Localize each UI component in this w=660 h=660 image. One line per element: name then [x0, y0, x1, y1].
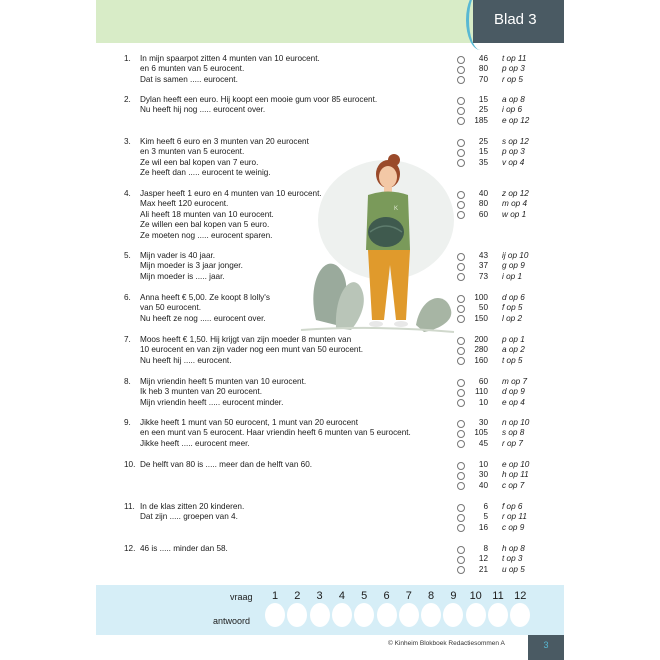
- option-code: e op 4: [502, 397, 525, 407]
- option-value: 200: [474, 335, 488, 344]
- option-code: t op 3: [502, 554, 523, 564]
- page-number: 3: [543, 640, 549, 650]
- question-line: In mijn spaarpot zitten 4 munten van 10 eurocent.: [140, 54, 320, 63]
- option-value: 60: [478, 377, 488, 386]
- answer-input-8[interactable]: [421, 603, 441, 627]
- question-line: Ze wil een bal kopen van 7 euro.: [140, 157, 259, 167]
- option-value: 45: [478, 438, 488, 448]
- answer-option[interactable]: [454, 439, 534, 449]
- answer-option[interactable]: [454, 428, 534, 438]
- question-line: Mijn moeder is 3 jaar jonger.: [140, 261, 243, 271]
- question-line: Dat zijn ..... groepen van 4.: [140, 512, 238, 522]
- answer-option[interactable]: [454, 105, 534, 115]
- answer-input-3[interactable]: [310, 603, 330, 627]
- radio-circle-icon[interactable]: [457, 66, 465, 74]
- option-value: 43: [478, 251, 488, 260]
- option-value: 80: [478, 64, 488, 74]
- answer-option[interactable]: [454, 75, 534, 85]
- antwoord-label: antwoord: [213, 616, 251, 626]
- question-line: Mijn vriendin heeft ..... eurocent minder.: [140, 397, 284, 407]
- question-line: Anna heeft € 5,00. Ze koopt 8 lolly's: [140, 293, 270, 302]
- question-text: [140, 137, 309, 179]
- radio-circle-icon[interactable]: [457, 420, 465, 428]
- option-value: 5: [483, 512, 488, 522]
- radio-circle-icon[interactable]: [457, 159, 465, 167]
- question-line: Mijn vriendin heeft 5 munten van 10 eurocent.: [140, 377, 307, 386]
- answer-option[interactable]: [454, 64, 534, 74]
- radio-circle-icon[interactable]: [457, 253, 465, 261]
- radio-circle-icon[interactable]: [457, 347, 465, 355]
- answer-option[interactable]: [454, 377, 534, 387]
- option-value: 105: [474, 428, 488, 438]
- option-value: 160: [474, 355, 488, 365]
- radio-circle-icon[interactable]: [457, 337, 465, 345]
- option-code: p op 3: [502, 147, 525, 157]
- option-value: 110: [474, 387, 488, 397]
- question-line: Ik heb 3 munten van 20 eurocent.: [140, 387, 262, 397]
- question-number-cell: 4: [338, 590, 345, 602]
- answer-option[interactable]: [454, 554, 534, 564]
- answer-option[interactable]: [454, 512, 534, 522]
- radio-circle-icon[interactable]: [457, 440, 465, 448]
- answer-options: [454, 460, 534, 491]
- radio-circle-icon[interactable]: [457, 357, 465, 365]
- question-number: 10.: [124, 460, 136, 469]
- option-code: t op 11: [502, 54, 527, 63]
- option-code: w op 1: [502, 209, 527, 219]
- answer-options: [454, 293, 534, 324]
- answer-options: [454, 544, 534, 575]
- answer-options: [454, 137, 534, 168]
- option-code: c op 9: [502, 522, 525, 532]
- option-code: ij op 10: [502, 251, 529, 260]
- answer-input-1[interactable]: [265, 603, 285, 627]
- option-value: 50: [478, 303, 488, 313]
- question-line: Jasper heeft 1 euro en 4 munten van 10 eurocent.: [140, 189, 322, 198]
- option-value: 30: [478, 418, 488, 427]
- option-code: r op 5: [502, 74, 523, 84]
- question-number-cell: 10: [469, 590, 482, 602]
- option-value: 8: [483, 544, 488, 553]
- radio-circle-icon[interactable]: [457, 149, 465, 157]
- option-code: d op 9: [502, 387, 525, 397]
- question-number: 8.: [124, 377, 131, 386]
- question-text: [140, 293, 270, 324]
- question-text: [140, 335, 363, 366]
- question-number: 5.: [124, 251, 131, 260]
- question-line: Jikke heeft ..... eurocent meer.: [140, 438, 250, 448]
- answer-option[interactable]: [454, 398, 534, 408]
- answer-option[interactable]: [454, 481, 534, 491]
- option-code: h op 11: [502, 470, 529, 480]
- option-value: 73: [478, 271, 488, 281]
- option-code: r op 7: [502, 438, 523, 448]
- answer-input-10[interactable]: [466, 603, 486, 627]
- answer-option[interactable]: [454, 460, 534, 470]
- question-line: en een munt van 5 eurocent. Haar vriendin heeft 6 munten van 5 eurocent.: [140, 428, 411, 438]
- answer-option[interactable]: [454, 335, 534, 345]
- option-code: t op 5: [502, 355, 523, 365]
- option-value: 10: [478, 460, 488, 469]
- answer-input-7[interactable]: [399, 603, 419, 627]
- question-line: Dat is samen ..... eurocent.: [140, 74, 238, 84]
- question-line: Jikke heeft 1 munt van 50 eurocent, 1 munt van 20 eurocent: [140, 418, 359, 427]
- answer-option[interactable]: [454, 502, 534, 512]
- answer-option[interactable]: [454, 116, 534, 126]
- answer-option[interactable]: [454, 54, 534, 64]
- vraag-label: vraag: [230, 592, 253, 602]
- answer-option[interactable]: [454, 345, 534, 355]
- question-number-cell: 9: [450, 590, 457, 602]
- radio-circle-icon[interactable]: [457, 295, 465, 303]
- radio-circle-icon[interactable]: [457, 472, 465, 480]
- answer-option[interactable]: [454, 565, 534, 575]
- answer-option[interactable]: [454, 314, 534, 324]
- answer-option[interactable]: [454, 303, 534, 313]
- question-number: 3.: [124, 137, 131, 146]
- question-text: [140, 502, 244, 523]
- question-number-cell: 11: [492, 590, 504, 602]
- question-text: [140, 251, 243, 282]
- question-text: [140, 377, 306, 408]
- radio-circle-icon[interactable]: [457, 379, 465, 387]
- question-line: van 50 eurocent.: [140, 303, 201, 313]
- option-code: l op 2: [502, 313, 523, 323]
- radio-circle-icon[interactable]: [457, 305, 465, 313]
- question-number: 11.: [124, 502, 135, 511]
- question-number: 12.: [124, 544, 136, 553]
- option-code: e op 10: [502, 460, 530, 469]
- answer-option[interactable]: [454, 293, 534, 303]
- answer-input-11[interactable]: [488, 603, 508, 627]
- radio-circle-icon[interactable]: [457, 524, 465, 532]
- answer-option[interactable]: [454, 523, 534, 533]
- answer-option[interactable]: [454, 158, 534, 168]
- answer-option[interactable]: [454, 210, 534, 220]
- answer-option[interactable]: [454, 470, 534, 480]
- question-number-cell: 8: [428, 590, 435, 602]
- radio-circle-icon[interactable]: [457, 556, 465, 564]
- answer-input-6[interactable]: [377, 603, 397, 627]
- question-line: Mijn vader is 40 jaar.: [140, 251, 216, 260]
- question-text: [140, 460, 312, 470]
- radio-circle-icon[interactable]: [457, 389, 465, 397]
- question-number-cell: 6: [383, 590, 390, 602]
- radio-circle-icon[interactable]: [457, 117, 465, 125]
- question-line: Ze heeft dan ..... eurocent te weinig.: [140, 168, 271, 178]
- option-value: 16: [478, 522, 488, 532]
- radio-circle-icon[interactable]: [457, 504, 465, 512]
- girl-illustration: [296, 150, 456, 350]
- option-code: m op 7: [502, 377, 528, 386]
- answer-option[interactable]: [454, 137, 534, 147]
- radio-circle-icon[interactable]: [457, 191, 465, 199]
- option-value: 21: [478, 564, 488, 574]
- radio-circle-icon[interactable]: [457, 546, 465, 554]
- answer-option[interactable]: [454, 261, 534, 271]
- answer-options: [454, 95, 534, 126]
- question-line: Dylan heeft een euro. Hij koopt een mooie gum voor 85 eurocent.: [140, 95, 378, 104]
- question-line: Kim heeft 6 euro en 3 munten van 20 eurocent: [140, 137, 309, 146]
- option-code: p op 1: [502, 335, 525, 344]
- question-line: 10 eurocent en van zijn vader nog een munt van 50 eurocent.: [140, 345, 364, 355]
- answer-option[interactable]: [454, 95, 534, 105]
- question-text: [140, 544, 228, 554]
- option-value: 12: [478, 554, 488, 564]
- question-line: In de klas zitten 20 kinderen.: [140, 502, 245, 511]
- answer-option[interactable]: [454, 544, 534, 554]
- question-text: [140, 189, 322, 241]
- option-code: f op 5: [502, 303, 523, 313]
- option-value: 70: [478, 74, 488, 84]
- question-text: [140, 418, 411, 449]
- radio-circle-icon[interactable]: [457, 211, 465, 219]
- question-number-cell: 2: [294, 590, 301, 602]
- option-code: u op 5: [502, 564, 525, 574]
- option-code: a op 8: [502, 95, 525, 104]
- answer-option[interactable]: [454, 251, 534, 261]
- question-number: 9.: [124, 418, 131, 427]
- option-value: 46: [478, 54, 488, 63]
- question-line: Ze moeten nog ..... eurocent sparen.: [140, 230, 273, 240]
- option-value: 15: [478, 95, 488, 104]
- radio-circle-icon[interactable]: [457, 566, 465, 574]
- svg-text:K: K: [394, 206, 399, 212]
- radio-circle-icon[interactable]: [457, 482, 465, 490]
- answer-option[interactable]: [454, 189, 534, 199]
- option-value: 25: [478, 105, 488, 115]
- option-value: 280: [474, 345, 488, 355]
- option-code: z op 12: [502, 189, 529, 198]
- option-value: 15: [478, 147, 488, 157]
- question-number: 1.: [124, 54, 131, 63]
- option-code: h op 8: [502, 544, 525, 553]
- question-line: Nu heeft ze nog ..... eurocent over.: [140, 313, 266, 323]
- option-code: i op 6: [502, 105, 523, 115]
- question-line: Max heeft 120 eurocent.: [140, 199, 229, 209]
- option-code: c op 7: [502, 480, 525, 490]
- radio-circle-icon[interactable]: [457, 76, 465, 84]
- option-value: 60: [478, 209, 488, 219]
- option-value: 25: [478, 137, 488, 146]
- answer-option[interactable]: [454, 387, 534, 397]
- answer-input-4[interactable]: [332, 603, 352, 627]
- option-value: 10: [478, 397, 488, 407]
- question-line: en 6 munten van 5 eurocent.: [140, 64, 245, 74]
- option-code: a op 2: [502, 345, 525, 355]
- option-value: 40: [478, 189, 488, 198]
- radio-circle-icon[interactable]: [457, 107, 465, 115]
- option-code: r op 11: [502, 512, 527, 522]
- answer-option[interactable]: [454, 418, 534, 428]
- answer-options: [454, 251, 534, 282]
- option-value: 35: [478, 157, 488, 167]
- option-value: 6: [483, 502, 488, 511]
- question-line: De helft van 80 is ..... meer dan de helft van 60.: [140, 460, 313, 469]
- question-line: Moos heeft € 1,50. Hij krijgt van zijn moeder 8 munten van: [140, 335, 352, 344]
- answer-options: [454, 418, 534, 449]
- option-code: f op 6: [502, 502, 523, 511]
- option-value: 100: [474, 293, 488, 302]
- radio-circle-icon[interactable]: [457, 263, 465, 271]
- option-value: 30: [478, 470, 488, 480]
- option-code: p op 3: [502, 64, 525, 74]
- header-band: [96, 0, 473, 43]
- sheet-label: Blad 3: [494, 11, 537, 28]
- option-code: e op 12: [502, 115, 530, 125]
- question-number-cell: 1: [271, 590, 279, 602]
- answer-option[interactable]: [454, 356, 534, 366]
- radio-circle-icon[interactable]: [457, 139, 465, 147]
- question-number-cell: 7: [405, 590, 412, 602]
- option-value: 150: [474, 313, 488, 323]
- question-line: 46 is ..... minder dan 58.: [140, 544, 228, 553]
- question-line: Nu heeft hij nog ..... eurocent over.: [140, 105, 266, 115]
- option-code: s op 12: [502, 137, 529, 146]
- option-code: s op 8: [502, 428, 525, 438]
- question-text: [140, 54, 320, 85]
- answer-options: [454, 335, 534, 366]
- answer-options: [454, 377, 534, 408]
- question-line: en 3 munten van 5 eurocent.: [140, 147, 245, 157]
- answer-options: [454, 54, 534, 85]
- question-line: Ali heeft 18 munten van 10 eurocent.: [140, 209, 274, 219]
- question-number: 2.: [124, 95, 131, 104]
- answer-options: [454, 502, 534, 533]
- radio-circle-icon[interactable]: [457, 273, 465, 281]
- question-number-cell: 12: [514, 590, 527, 602]
- option-value: 37: [478, 261, 488, 271]
- option-code: i op 1: [502, 271, 523, 281]
- question-number: 6.: [124, 293, 131, 302]
- radio-circle-icon[interactable]: [457, 399, 465, 407]
- option-code: n op 10: [502, 418, 530, 427]
- question-text: [140, 95, 377, 116]
- answer-option[interactable]: [454, 147, 534, 157]
- option-code: g op 9: [502, 261, 525, 271]
- option-code: v op 4: [502, 157, 525, 167]
- option-value: 80: [478, 199, 488, 209]
- question-number-cell: 3: [316, 590, 323, 602]
- radio-circle-icon[interactable]: [457, 514, 465, 522]
- answer-option[interactable]: [454, 199, 534, 209]
- question-number: 7.: [124, 335, 131, 344]
- question-number: 4.: [124, 189, 131, 198]
- question-line: Mijn moeder is ..... jaar.: [140, 271, 225, 281]
- radio-circle-icon[interactable]: [457, 56, 465, 64]
- option-code: m op 4: [502, 199, 528, 209]
- option-value: 40: [478, 480, 488, 490]
- question-number-cell: 5: [361, 590, 368, 602]
- answer-options: [454, 189, 534, 220]
- radio-circle-icon[interactable]: [457, 430, 465, 438]
- option-code: d op 6: [502, 293, 525, 302]
- copyright-text: © Kinheim Blokboek Redactiesommen A: [388, 640, 505, 647]
- radio-circle-icon[interactable]: [457, 315, 465, 323]
- radio-circle-icon[interactable]: [457, 462, 465, 470]
- question-line: Ze willen een bal kopen van 5 euro.: [140, 220, 270, 230]
- radio-circle-icon[interactable]: [457, 97, 465, 105]
- question-line: Nu heeft hij ..... eurocent.: [140, 355, 232, 365]
- answer-option[interactable]: [454, 272, 534, 282]
- radio-circle-icon[interactable]: [457, 201, 465, 209]
- option-value: 185: [474, 115, 488, 125]
